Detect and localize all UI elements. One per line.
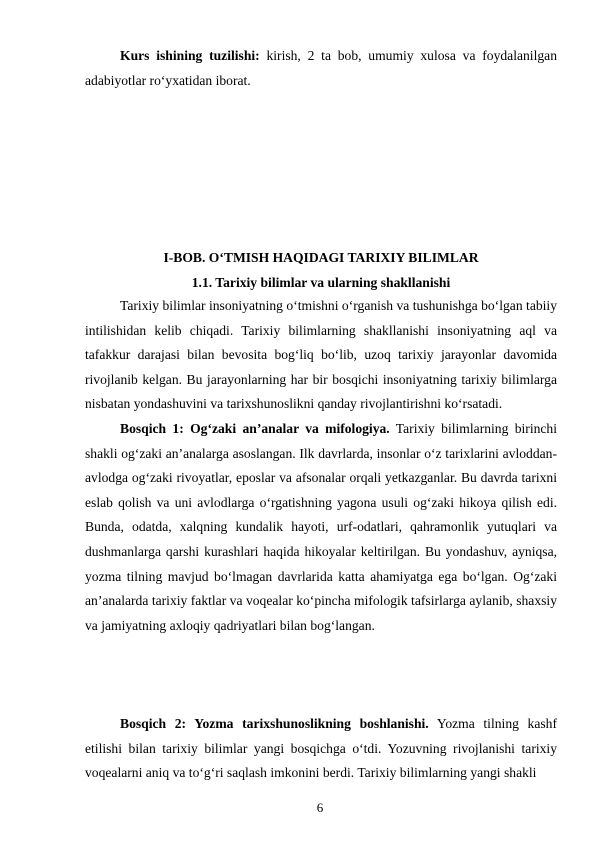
body-paragraph-3 xyxy=(85,712,557,786)
chapter-title: I-BOB. O‘TMISH HAQIDAGI TARIXIY BILIMLAR xyxy=(163,250,479,265)
paragraph-2-lead: Bosqich 1: Og‘zaki an’analar va mifologiya. xyxy=(120,421,390,436)
body-paragraph-2 xyxy=(85,417,557,638)
paragraph-2-text: Tarixiy bilimlarning birinchi shakli og‘zaki an’analarga asoslangan. Ilk davrlarda, insonlar o‘z tarixlarini avloddan-avlodga og‘zaki rivoyatlar, eposlar va afsonalar orqali yetkazganlar. Bu davrda tarixni eslab qolish va uni avlodlarga o‘rgatishning yagona usuli og‘zaki hikoya qilish edi. Bunda, odatda, xalqning kundalik hayoti, urf-odatlari, qahramonlik yutuqlari va dushmanlarga qarshi kurashlari haqida hikoyalar keltirilgan. Bu yondashuv, ayniqsa, yozma tilning mavjud bo‘lmagan davrlarida katta ahamiyatga ega bo‘lgan. Og‘zaki an’analarda tarixiy faktlar va voqealar ko‘pincha mifologik tafsirlarga aylanib, shaxsiy va jamiyatning axloqiy qadriyatlari bilan bog‘langan. xyxy=(85,421,558,633)
section-title: 1.1. Tarixiy bilimlar va ularning shakllanishi xyxy=(191,275,451,290)
page-number: 6 xyxy=(316,800,324,815)
intro-text: kirish, 2 ta bob, umumiy xulosa va foydalanilgan adabiyotlar ro‘yxatidan iborat. xyxy=(85,48,557,88)
paragraph-3-lead: Bosqich 2: Yozma tarixshunoslikning boshlanishi. xyxy=(120,716,429,731)
body-paragraph-1 xyxy=(85,294,557,417)
paragraph-3-text: Yozma tilning kashf etilishi bilan tarixiy bilimlar yangi bosqichga o‘tdi. Yozuvning rivojlanishi tarixiy voqealarni aniq va to‘g‘ri saqlash imkonini berdi. Tarixiy bilimlarning yangi shakli xyxy=(85,716,558,781)
paragraph-1-text: Tarixiy bilimlar insoniyatning o‘tmishni o‘rganish va tushunishga bo‘lgan tabiiy intilishidan kelib chiqadi. Tarixiy bilimlarning shakllanishi insoniyatning aql va tafakkur darajasi bilan bevosita bog‘liq bo‘lib, uzoq tarixiy jarayonlar davomida rivojlanib kelgan. Bu jarayonlarning har bir bosqichi insoniyatning tarixiy bilimlarga nisbatan yondashuvini va tarixshunoslikni qanday rivojlantirishni ko‘rsatadi. xyxy=(85,298,557,412)
intro-paragraph xyxy=(85,44,557,93)
intro-lead: Kurs ishining tuzilishi: xyxy=(120,48,260,63)
